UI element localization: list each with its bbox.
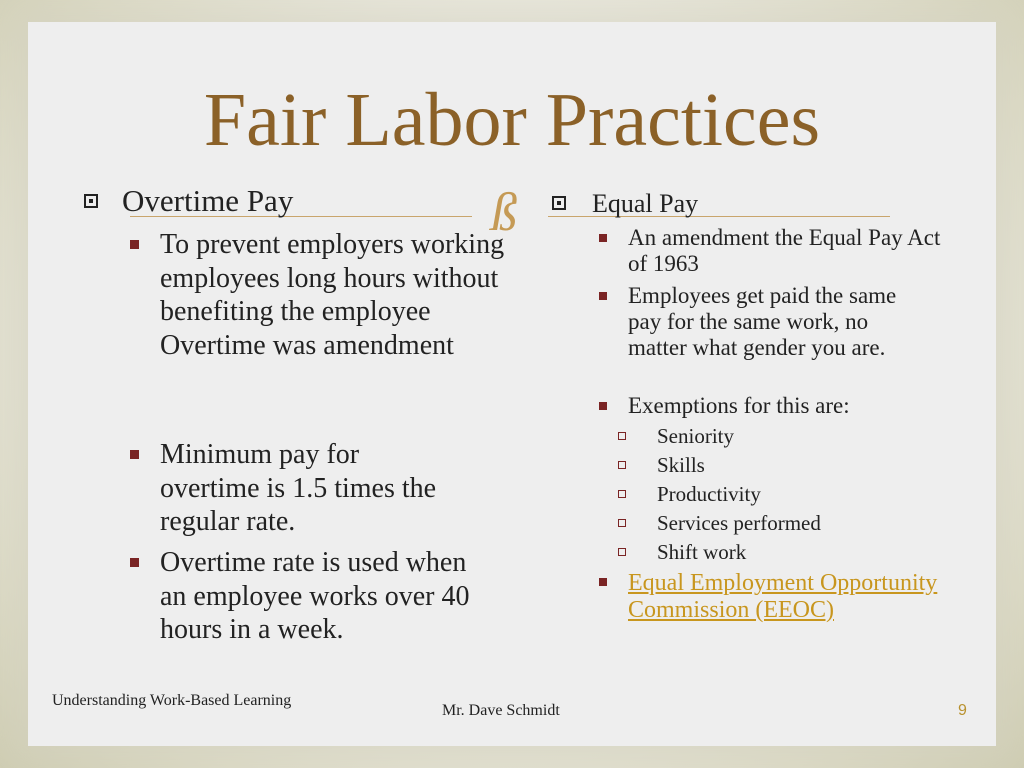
left-bullet-1: To prevent employers working employees long hours without benefiting the employee Overtime was amendment bbox=[160, 229, 505, 361]
right-bullet-1: An amendment the Equal Pay Act of 1963 bbox=[628, 225, 941, 276]
hollow-bullet-icon bbox=[618, 461, 626, 469]
left-bullet-2: Minimum pay for overtime is 1.5 times the regular rate. bbox=[160, 439, 437, 537]
left-bullet-3: Overtime rate is used when an employee works over 40 hours in a week. bbox=[160, 547, 470, 645]
square-bullet-icon bbox=[599, 292, 607, 300]
square-bullet-icon bbox=[599, 402, 607, 410]
right-bullet-3: Exemptions for this are: bbox=[628, 393, 850, 418]
overtime-pay-heading: Overtime Pay bbox=[122, 183, 294, 218]
subitem-shift-work: Shift work bbox=[657, 540, 747, 564]
square-bullet-icon bbox=[599, 234, 607, 242]
square-bullet-icon bbox=[599, 578, 607, 586]
hollow-bullet-icon bbox=[618, 519, 626, 527]
box-bullet-icon bbox=[552, 196, 566, 210]
eeoc-link[interactable]: Equal Employment Opportunity Commission (EEOC) bbox=[628, 570, 938, 623]
subitem-services-performed: Services performed bbox=[657, 511, 821, 535]
slide-title: Fair Labor Practices bbox=[203, 78, 821, 162]
equal-pay-heading: Equal Pay bbox=[592, 189, 699, 218]
square-bullet-icon bbox=[130, 450, 139, 459]
subitem-skills: Skills bbox=[657, 453, 705, 477]
subitem-productivity: Productivity bbox=[657, 482, 761, 506]
slide-number: 9 bbox=[958, 702, 967, 719]
footer-presenter: Mr. Dave Schmidt bbox=[442, 702, 560, 719]
right-bullet-2: Employees get paid the same pay for the same work, no matter what gender you are. bbox=[628, 283, 897, 360]
square-bullet-icon bbox=[130, 240, 139, 249]
hollow-bullet-icon bbox=[618, 548, 626, 556]
box-bullet-icon bbox=[84, 194, 98, 208]
scroll-ornament-icon: ß bbox=[490, 182, 518, 242]
hollow-bullet-icon bbox=[618, 432, 626, 440]
hollow-bullet-icon bbox=[618, 490, 626, 498]
footer-course-title: Understanding Work-Based Learning bbox=[52, 692, 292, 709]
subitem-seniority: Seniority bbox=[657, 424, 734, 448]
square-bullet-icon bbox=[130, 558, 139, 567]
